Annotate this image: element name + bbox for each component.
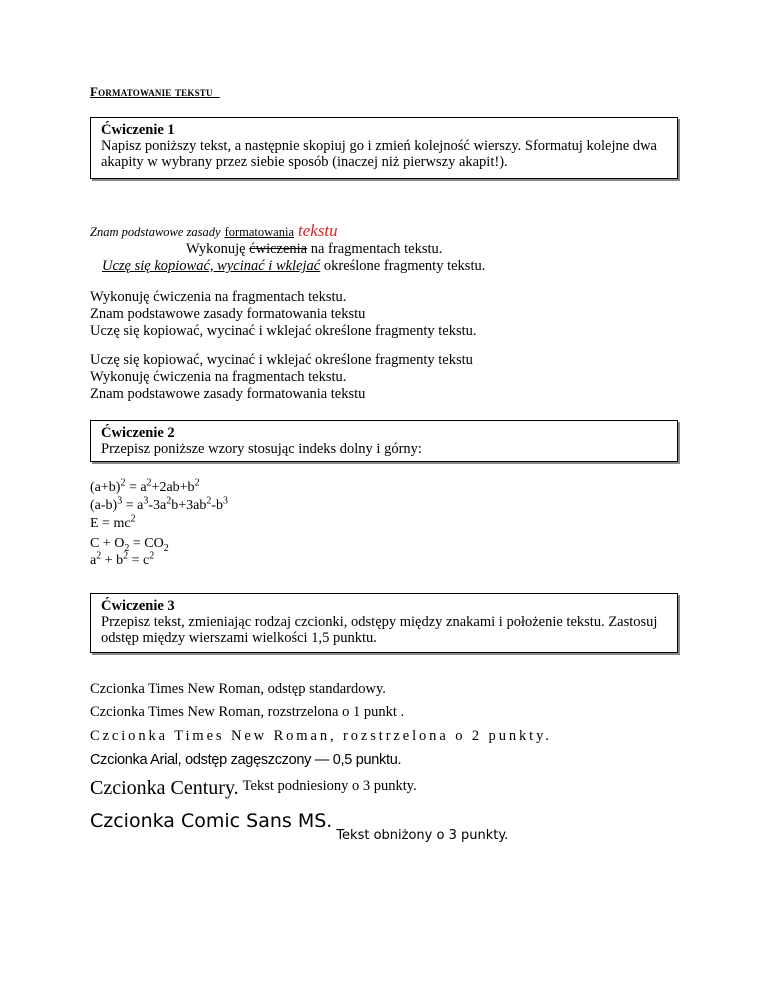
f1-exp: 2 [146,477,152,489]
p1-l3-end: określone fragmenty tekstu. [323,258,486,274]
f4-sub: 2 [163,542,169,554]
f4-part: C + O [90,536,125,551]
font-line-1: Czcionka Times New Roman, odstęp standardowy. [90,681,386,697]
f1-part: = a [125,480,147,495]
formula-2 [90,495,228,514]
exercise-1-title: Ćwiczenie 1 [101,122,175,138]
formula-4 [90,536,169,552]
exercise-3-box [90,593,678,653]
p1-l2-end: na fragmentach tekstu. [310,241,443,257]
f2-exp: 3 [222,495,228,507]
raised-text: Tekst podniesiony o 3 punkty. [242,778,417,794]
p1-red-text: tekstu [298,221,338,240]
f3-exp: 2 [130,513,136,525]
f2-part: = a [122,498,144,513]
f2-exp: 3 [143,495,149,507]
p1-italic-underlined: Uczę się kopiować, wycinać i wklejać [102,258,321,274]
p3-line-2: Wykonuję ćwiczenia na fragmentach tekstu. [90,369,347,385]
f2-exp: 2 [206,495,212,507]
font-line-6 [90,810,509,843]
f2-part: -3a [148,498,167,513]
f2-exp: 3 [117,495,123,507]
exercise-3-text: Przepisz tekst, zmieniając rodzaj czcionki, odstępy między znakami i położenie tekstu. Zastosuj odstęp między wierszami wielkości 1,5 punktu. [101,614,658,646]
f1-exp: 2 [120,477,126,489]
p2-line-3: Uczę się kopiować, wycinać i wklejać określone fragmenty tekstu. [90,323,477,339]
century-text: Czcionka Century. [90,777,239,799]
exercise-1-text: Napisz poniższy tekst, a następnie skopiuj go i zmień kolejność wierszy. Sformatuj kolejne dwa akapity w wybrany przez siebie sposób (inaczej niż pierwszy akapit!). [101,138,657,170]
f5-exp: 2 [149,550,155,562]
f3-part: E = mc [90,516,131,531]
p3-line-3: Znam podstawowe zasady formatowania tekstu [90,386,366,402]
p1-line-3 [102,258,485,274]
exercise-2-box [90,420,678,462]
font-line-2: Czcionka Times New Roman, rozstrzelona o 1 punkt . [90,704,405,720]
p3-line-1: Uczę się kopiować, wycinać i wklejać określone fragmenty tekstu [90,352,473,368]
font-line-5 [90,777,417,800]
f5-exp: 2 [96,550,102,562]
f1-part: (a+b) [90,480,121,495]
f2-part: (a-b) [90,498,118,513]
p1-l2-start: Wykonuję [186,241,246,257]
lowered-text: Tekst obniżony o 3 punkty. [336,828,509,843]
document-heading: Formatowanie tekstu [90,84,213,99]
formula-3 [90,513,136,532]
exercise-2-title: Ćwiczenie 2 [101,425,175,441]
f5-part: a [90,553,97,568]
f2-part: -b [211,498,223,513]
comic-text: Czcionka Comic Sans MS. [90,810,333,832]
p2-line-2: Znam podstawowe zasady formatowania tekstu [90,306,366,322]
f1-part: +2ab+b [151,480,195,495]
f5-exp: 2 [123,550,129,562]
p1-underlined-text: formatowania [224,225,294,239]
exercise-1-box [90,117,678,179]
exercise-2-text: Przepisz poniższe wzory stosując indeks dolny i górny: [101,441,422,457]
font-line-3: Czcionka Times New Roman, rozstrzelona o 2 punkty. [90,728,552,744]
exercise-3-title: Ćwiczenie 3 [101,598,175,614]
p2-line-1: Wykonuję ćwiczenia na fragmentach tekstu. [90,289,347,305]
f4-part: = CO [129,536,164,551]
formula-5 [90,550,155,569]
f2-part: b+3ab [171,498,207,513]
f5-part: + b [101,553,124,568]
p1-italic-text: Znam podstawowe zasady [90,225,221,239]
p1-line-1 [90,221,338,241]
p1-line-2 [186,241,442,257]
formula-1 [90,477,200,496]
font-line-4: Czcionka Arial, odstęp zagęszczony — 0,5 punktu. [90,752,402,768]
f5-part: = c [128,553,150,568]
f2-exp: 2 [166,495,172,507]
f4-sub: 2 [124,542,130,554]
f1-exp: 2 [194,477,200,489]
p1-strike-text: ćwiczenia [249,241,308,257]
